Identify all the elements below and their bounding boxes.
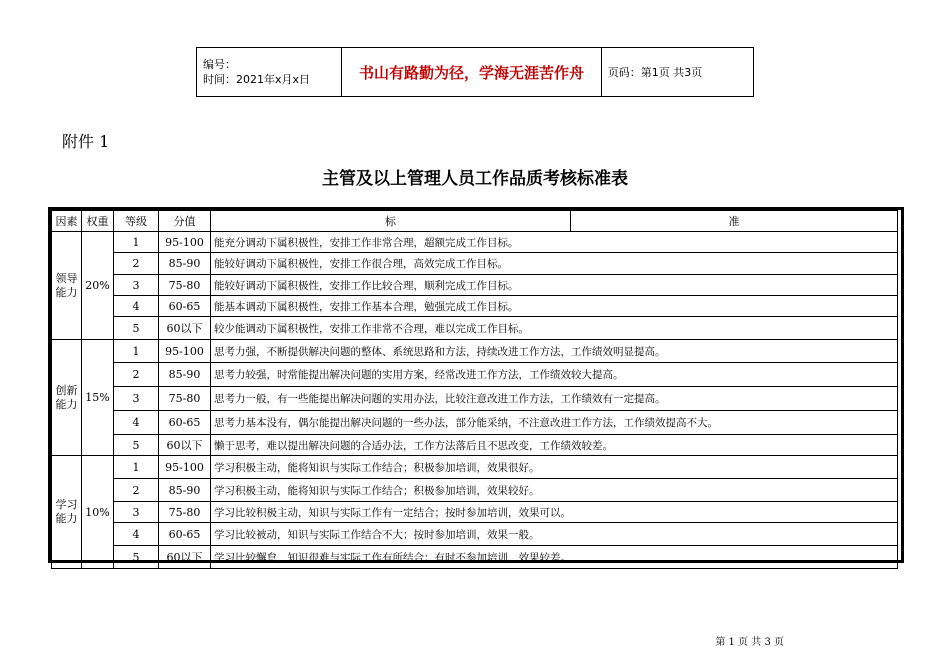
standard-cell: 学习比较被动，知识与实际工作结合不大；按时参加培训，效果一般。 <box>211 523 898 546</box>
level-cell: 1 <box>114 456 159 479</box>
document-header <box>196 47 754 97</box>
weight-cell: 15% <box>82 340 114 456</box>
score-cell: 75-80 <box>159 502 211 523</box>
table-row <box>52 387 898 411</box>
page-label: 页码：第1页 共3页 <box>601 48 753 97</box>
standard-cell: 思考力一般，有一些能提出解决问题的实用办法，比较注意改进工作方法，工作绩效有一定提高。 <box>211 387 898 411</box>
table-row <box>52 435 898 456</box>
score-cell: 85-90 <box>159 253 211 275</box>
table-row <box>52 317 898 340</box>
motto: 书山有路勤为径，学海无涯苦作舟 <box>342 48 602 97</box>
standard-cell: 能基本调动下属积极性，安排工作基本合理，勉强完成工作目标。 <box>211 296 898 317</box>
score-cell: 95-100 <box>159 456 211 479</box>
page-footer: 第 1 页 共 3 页 <box>715 637 784 648</box>
level-cell: 4 <box>114 523 159 546</box>
standard-cell: 学习积极主动，能将知识与实际工作结合；积极参加培训，效果很好。 <box>211 456 898 479</box>
assessment-table-frame <box>48 207 904 563</box>
page-title: 主管及以上管理人员工作品质考核标准表 <box>322 169 628 189</box>
table-row <box>52 253 898 275</box>
table-row <box>52 340 898 363</box>
number-label: 编号： <box>203 58 236 71</box>
weight-cell: 20% <box>82 232 114 340</box>
level-cell: 3 <box>114 502 159 523</box>
table-row <box>52 456 898 479</box>
level-cell: 5 <box>114 317 159 340</box>
level-cell: 3 <box>114 275 159 296</box>
standard-cell: 较少能调动下属积极性，安排工作非常不合理，难以完成工作目标。 <box>211 317 898 340</box>
table-row <box>52 411 898 435</box>
score-cell: 60以下 <box>159 546 211 569</box>
standard-cell: 能较好调动下属积极性，安排工作很合理，高效完成工作目标。 <box>211 253 898 275</box>
level-cell: 5 <box>114 435 159 456</box>
score-cell: 95-100 <box>159 232 211 253</box>
score-cell: 95-100 <box>159 340 211 363</box>
table-row <box>52 296 898 317</box>
score-cell: 75-80 <box>159 275 211 296</box>
standard-cell: 思考力较强，时常能提出解决问题的实用方案，经常改进工作方法，工作绩效较大提高。 <box>211 363 898 387</box>
level-cell: 2 <box>114 363 159 387</box>
weight-cell: 10% <box>82 456 114 569</box>
table-row <box>52 363 898 387</box>
level-cell: 4 <box>114 296 159 317</box>
header-factor: 因素 <box>52 211 82 232</box>
header-meta <box>197 48 342 97</box>
level-cell: 1 <box>114 340 159 363</box>
score-cell: 85-90 <box>159 479 211 502</box>
standard-cell: 懒于思考，难以提出解决问题的合适办法，工作方法落后且不思改变，工作绩效较差。 <box>211 435 898 456</box>
factor-cell: 学习能力 <box>52 456 82 569</box>
score-cell: 60-65 <box>159 411 211 435</box>
table-row <box>52 479 898 502</box>
level-cell: 4 <box>114 411 159 435</box>
score-cell: 60-65 <box>159 296 211 317</box>
standard-cell: 学习比较积极主动，知识与实际工作有一定结合；按时参加培训，效果可以。 <box>211 502 898 523</box>
header-standard-1: 标 <box>211 211 571 232</box>
level-cell: 2 <box>114 479 159 502</box>
score-cell: 75-80 <box>159 387 211 411</box>
score-cell: 60以下 <box>159 435 211 456</box>
header-standard-2: 准 <box>571 211 898 232</box>
table-row <box>52 275 898 296</box>
standard-cell: 能充分调动下属积极性，安排工作非常合理，超额完成工作目标。 <box>211 232 898 253</box>
standard-cell: 学习比较懈怠，知识很难与实际工作有所结合；有时不参加培训，效果较差。 <box>211 546 898 569</box>
header-score: 分值 <box>159 211 211 232</box>
header-weight: 权重 <box>82 211 114 232</box>
table-row <box>52 232 898 253</box>
assessment-table <box>51 210 898 569</box>
factor-cell: 领导能力 <box>52 232 82 340</box>
time-label: 时间：2021年x月x日 <box>203 73 311 86</box>
standard-cell: 思考力强，不断提供解决问题的整体、系统思路和方法，持续改进工作方法，工作绩效明显提高。 <box>211 340 898 363</box>
table-row <box>52 523 898 546</box>
score-cell: 60-65 <box>159 523 211 546</box>
standard-cell: 学习积极主动，能将知识与实际工作结合；积极参加培训，效果较好。 <box>211 479 898 502</box>
level-cell: 2 <box>114 253 159 275</box>
standard-cell: 能较好调动下属积极性，安排工作比较合理，顺利完成工作目标。 <box>211 275 898 296</box>
table-header-row <box>52 211 898 232</box>
level-cell: 1 <box>114 232 159 253</box>
header-level: 等级 <box>114 211 159 232</box>
score-cell: 85-90 <box>159 363 211 387</box>
level-cell: 3 <box>114 387 159 411</box>
level-cell: 5 <box>114 546 159 569</box>
annex-label: 附件 1 <box>62 132 110 151</box>
table-row <box>52 502 898 523</box>
standard-cell: 思考力基本没有，偶尔能提出解决问题的一些办法，部分能采纳，不注意改进工作方法，工作绩效提高不大。 <box>211 411 898 435</box>
factor-cell: 创新能力 <box>52 340 82 456</box>
table-row <box>52 546 898 569</box>
score-cell: 60以下 <box>159 317 211 340</box>
